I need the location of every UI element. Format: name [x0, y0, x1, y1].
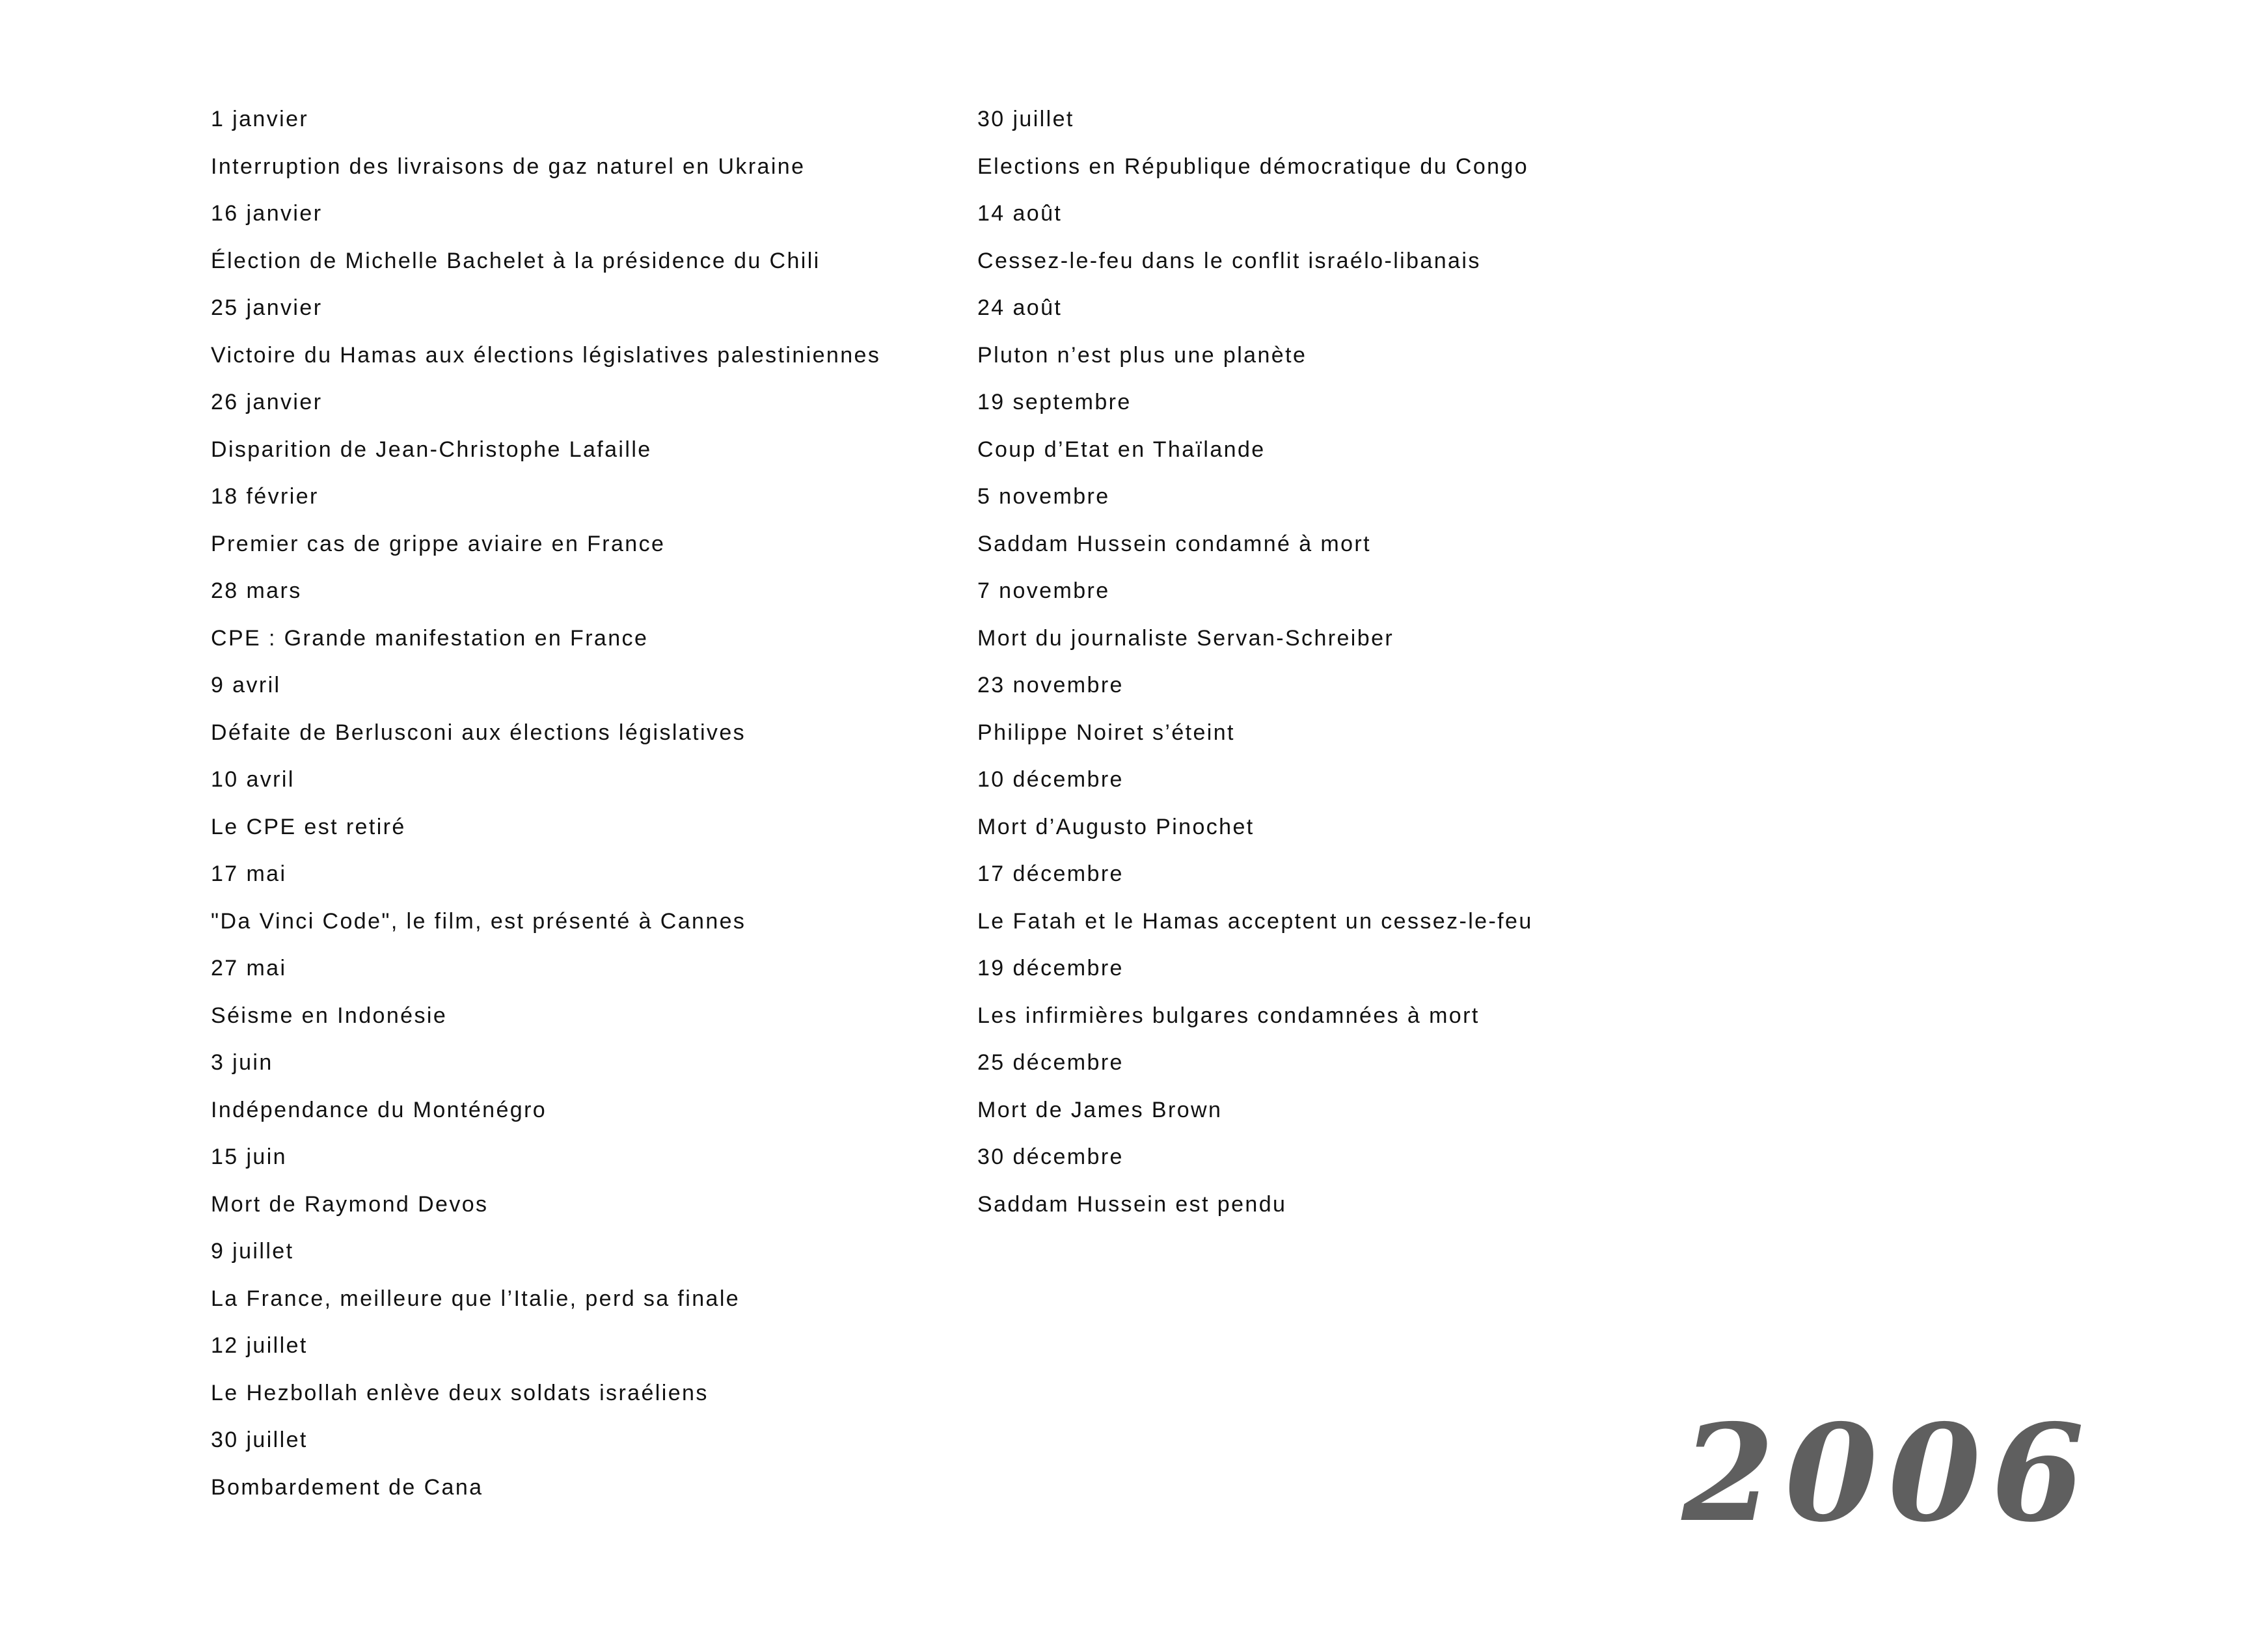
event-description: Indépendance du Monténégro	[211, 1097, 547, 1122]
event-date: 12 juillet	[211, 1333, 308, 1358]
event-description: Mort de Raymond Devos	[211, 1191, 489, 1217]
events-column-left	[211, 101, 959, 1516]
event-date: 17 mai	[211, 861, 287, 886]
event-description: Victoire du Hamas aux élections législatives palestiniennes	[211, 342, 881, 368]
event-description: Mort d’Augusto Pinochet	[977, 814, 1255, 839]
event-date: 16 janvier	[211, 201, 323, 226]
event-date: 28 mars	[211, 578, 302, 603]
event-date: 19 décembre	[977, 956, 1124, 981]
event-description: Cessez-le-feu dans le conflit israélo-libanais	[977, 248, 1481, 273]
event-description: CPE : Grande manifestation en France	[211, 625, 649, 651]
event-description: Mort du journaliste Servan-Schreiber	[977, 625, 1394, 651]
event-date: 18 février	[211, 484, 319, 509]
event-description: Pluton n’est plus une planète	[977, 342, 1307, 368]
event-description: Coup d’Etat en Thaïlande	[977, 437, 1266, 462]
event-date: 9 avril	[211, 673, 281, 697]
event-date: 26 janvier	[211, 390, 323, 414]
event-date: 30 juillet	[211, 1428, 308, 1452]
event-description: Saddam Hussein condamné à mort	[977, 531, 1371, 556]
event-date: 25 janvier	[211, 295, 323, 320]
event-date: 3 juin	[211, 1050, 273, 1075]
event-description: Interruption des livraisons de gaz naturel en Ukraine	[211, 154, 806, 179]
event-description: "Da Vinci Code", le film, est présenté à Cannes	[211, 908, 746, 934]
event-date: 9 juillet	[211, 1239, 294, 1264]
event-description: Bombardement de Cana	[211, 1474, 483, 1500]
event-description: Disparition de Jean-Christophe Lafaille	[211, 437, 652, 462]
event-date: 14 août	[977, 201, 1063, 226]
event-description: Défaite de Berlusconi aux élections législatives	[211, 720, 746, 745]
event-description: Elections en République démocratique du Congo	[977, 154, 1529, 179]
event-date: 15 juin	[211, 1144, 287, 1169]
event-description: Mort de James Brown	[977, 1097, 1223, 1122]
events-column-right	[977, 101, 1726, 1233]
event-description: Les infirmières bulgares condamnées à mort	[977, 1003, 1480, 1028]
year-heading: 2006	[1681, 1396, 2095, 1552]
event-description: Élection de Michelle Bachelet à la présidence du Chili	[211, 248, 821, 273]
event-date: 23 novembre	[977, 673, 1124, 697]
event-date: 17 décembre	[977, 861, 1124, 886]
event-date: 24 août	[977, 295, 1063, 320]
event-date: 7 novembre	[977, 578, 1110, 603]
event-description: La France, meilleure que l’Italie, perd sa finale	[211, 1286, 740, 1311]
event-description: Philippe Noiret s’éteint	[977, 720, 1235, 745]
event-description: Séisme en Indonésie	[211, 1003, 448, 1028]
event-description: Premier cas de grippe aviaire en France	[211, 531, 666, 556]
event-date: 19 septembre	[977, 390, 1132, 414]
event-date: 25 décembre	[977, 1050, 1124, 1075]
event-date: 30 décembre	[977, 1144, 1124, 1169]
event-date: 5 novembre	[977, 484, 1110, 509]
event-description: Le CPE est retiré	[211, 814, 406, 839]
event-date: 10 avril	[211, 767, 295, 792]
event-description: Le Hezbollah enlève deux soldats israéliens	[211, 1380, 709, 1405]
event-description: Saddam Hussein est pendu	[977, 1191, 1287, 1217]
event-date: 27 mai	[211, 956, 287, 981]
event-date: 1 janvier	[211, 107, 309, 131]
event-description: Le Fatah et le Hamas acceptent un cessez-le-feu	[977, 908, 1533, 934]
event-date: 30 juillet	[977, 107, 1074, 131]
event-date: 10 décembre	[977, 767, 1124, 792]
